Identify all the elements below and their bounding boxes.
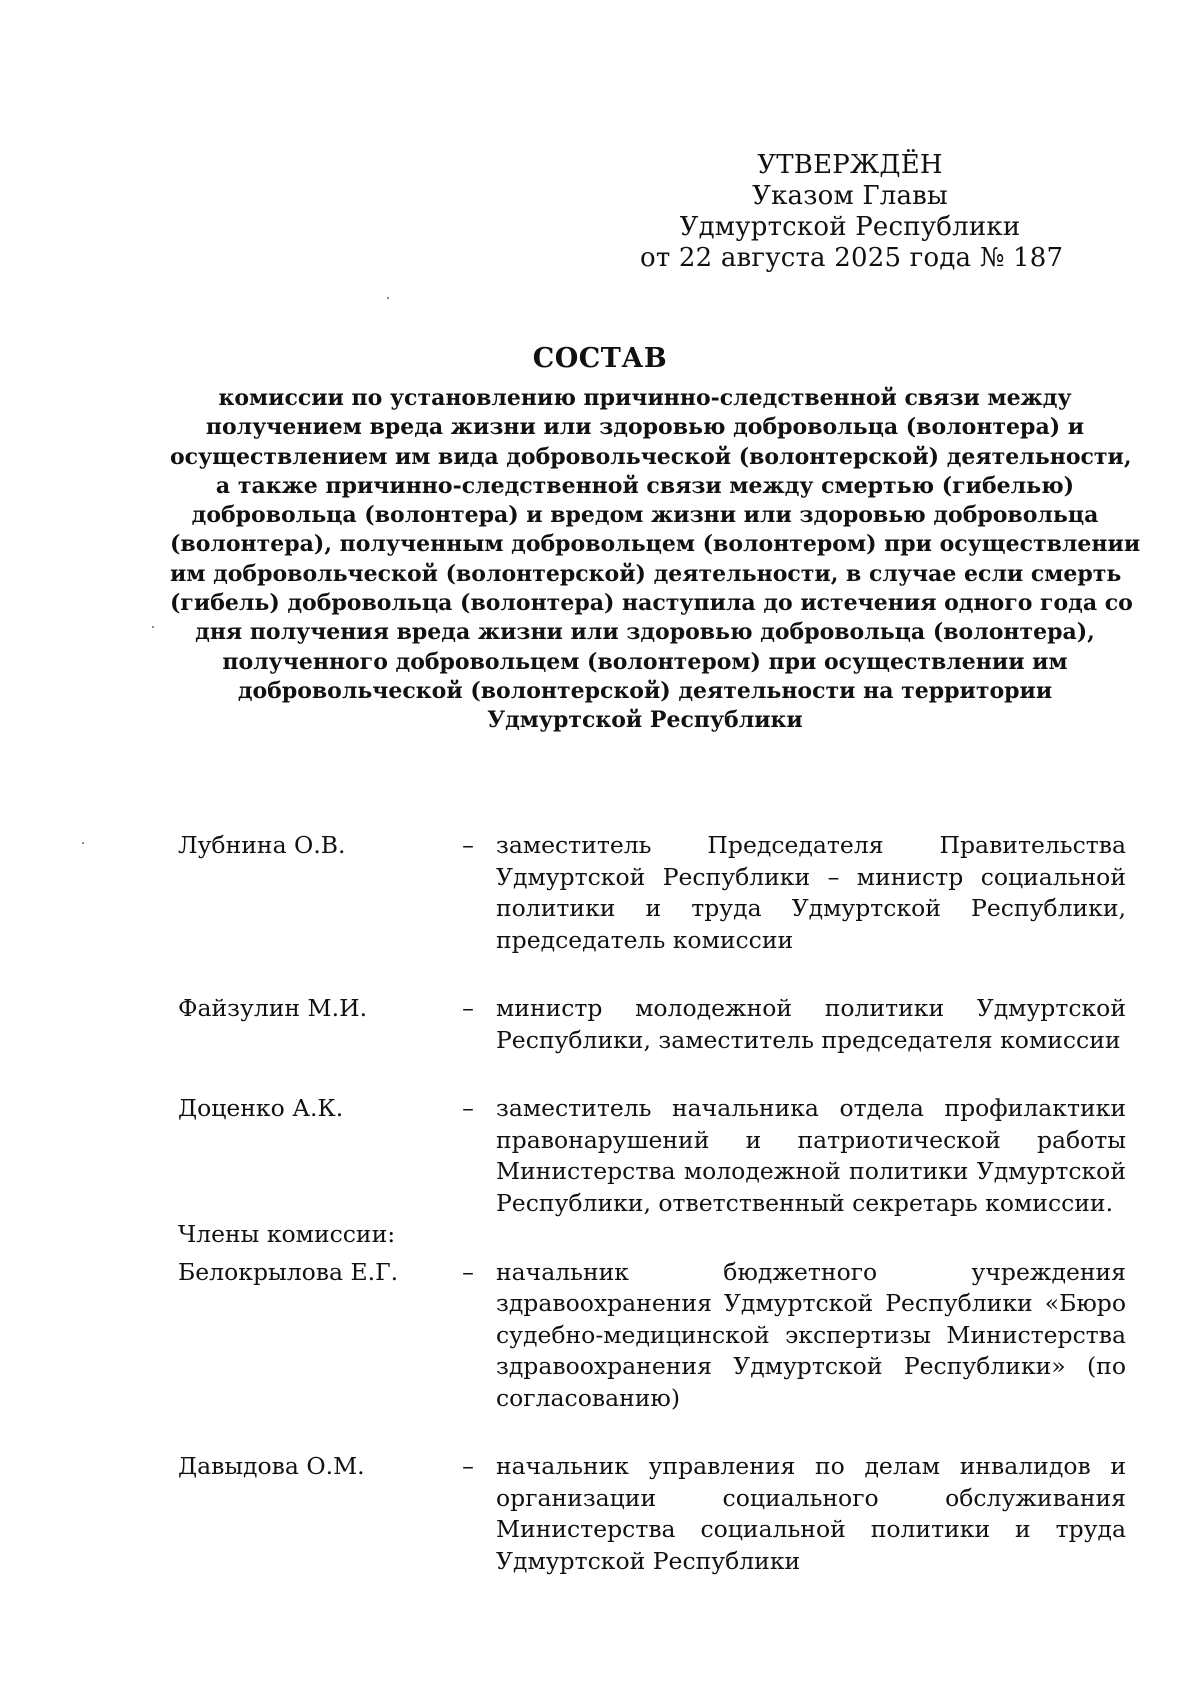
scan-speck [387, 297, 389, 299]
position-line: правонарушений и патриотической работы [496, 1125, 1126, 1154]
approval-status: УТВЕРЖДЁН [757, 150, 943, 180]
member-row [178, 1257, 1138, 1415]
member-dash: – [462, 994, 474, 1022]
subtitle-line: получением вреда жизни или здоровью добровольца (волонтера) и [205, 414, 1085, 441]
commission-members-list [178, 830, 1138, 1614]
position-line: начальник управления по делам инвалидов и [496, 1452, 1126, 1480]
subtitle-line: Удмуртской Республики [487, 707, 803, 734]
member-dash: – [462, 1257, 474, 1286]
subtitle-line: дня получения вреда жизни или здоровью добровольца (волонтера), [195, 619, 1095, 646]
member-dash: – [462, 831, 474, 859]
position-line: министр молодежной политики Удмуртской [496, 994, 1126, 1022]
subtitle-line: а также причинно-следственной связи между смертью (гибелью) [215, 472, 1075, 499]
document-subtitle [170, 384, 1141, 736]
member-dash: – [462, 1452, 474, 1480]
subtitle-line: добровольческой (волонтерской) деятельности на территории [237, 677, 1053, 704]
member-position [496, 1093, 1126, 1219]
member-row-deputy-chair [178, 993, 1138, 1056]
position-line: Министерства молодежной политики Удмуртской [496, 1157, 1126, 1185]
member-dash: – [462, 1094, 474, 1122]
position-line: Республики, ответственный секретарь комиссии. [496, 1188, 1114, 1217]
scan-speck [82, 842, 84, 844]
member-row [178, 1451, 1138, 1577]
member-position [496, 993, 1126, 1056]
subtitle-line: добровольца (волонтера) и вредом жизни или здоровью добровольца [191, 502, 1099, 529]
subtitle-line: осуществлением им вида добровольческой (волонтерской) деятельности, [170, 443, 1132, 470]
position-line: Республики, заместитель председателя комиссии [496, 1025, 1121, 1054]
position-line: политики и труда Удмуртской Республики, [496, 894, 1126, 922]
position-line: организации социального обслуживания [496, 1483, 1126, 1512]
position-line: заместитель Председателя Правительства [496, 831, 1126, 859]
document-title: СОСТАВ [532, 343, 668, 374]
position-line: судебно-медицинской экспертизы Министерства [496, 1320, 1126, 1349]
position-line: Удмуртской Республики – министр социальной [496, 862, 1126, 891]
member-position [496, 830, 1126, 956]
position-line: Удмуртской Республики [496, 1546, 801, 1575]
approval-stamp [640, 150, 1064, 274]
position-line: заместитель начальника отдела профилактики [496, 1094, 1126, 1122]
position-line: здравоохранения Удмуртской Республики» (по [496, 1352, 1126, 1380]
member-name: Давыдова О.М. [178, 1452, 365, 1480]
position-line: здравоохранения Удмуртской Республики «Бюро [496, 1289, 1126, 1317]
member-name: Лубнина О.В. [178, 831, 346, 859]
member-name: Файзулин М.И. [178, 994, 368, 1022]
position-line: начальник бюджетного учреждения [496, 1257, 1126, 1286]
approval-date-number: от 22 августа 2025 года № 187 [640, 243, 1064, 273]
member-row-secretary [178, 1093, 1138, 1219]
approval-decree: Указом Главы [752, 181, 948, 211]
position-line: председатель комиссии [496, 925, 794, 954]
subtitle-line: полученного добровольцем (волонтером) при осуществлении им [222, 648, 1068, 675]
member-position [496, 1451, 1126, 1577]
position-line: Министерства социальной политики и труда [496, 1515, 1126, 1543]
scan-speck [152, 626, 154, 628]
subtitle-line: (гибель) добровольца (волонтера) наступила до истечения одного года со [170, 590, 1133, 617]
member-position [496, 1257, 1126, 1415]
approval-authority: Удмуртской Республики [679, 212, 1021, 242]
member-row-chair [178, 830, 1138, 956]
subtitle-line: (волонтера), полученным добровольцем (волонтером) при осуществлении [170, 531, 1141, 558]
member-name: Доценко А.К. [178, 1094, 344, 1122]
member-name: Белокрылова Е.Г. [178, 1257, 399, 1286]
subtitle-line: комиссии по установлению причинно-следственной связи между [218, 385, 1072, 411]
position-line: согласованию) [496, 1383, 681, 1412]
members-section-label: Члены комиссии: [178, 1220, 396, 1248]
subtitle-line: им добровольческой (волонтерской) деятельности, в случае если смерть [170, 560, 1122, 587]
